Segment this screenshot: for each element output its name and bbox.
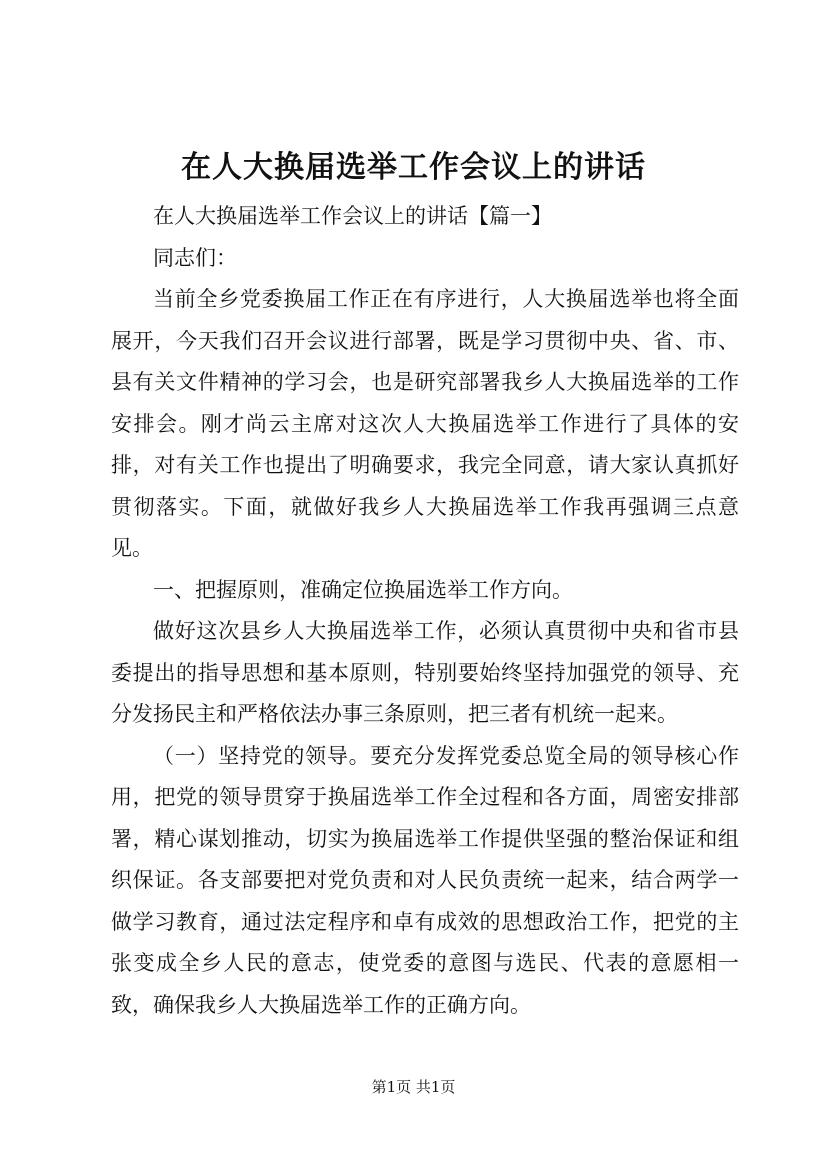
paragraph-heading: 一、把握原则，准确定位换届选举工作方向。 (153, 577, 573, 602)
page-footer: 第1页 共1页 (371, 1078, 456, 1096)
document-title: 在人大换届选举工作会议上的讲话 (181, 150, 646, 185)
paragraph: 做好这次县乡人大换届选举工作，必须认真贯彻中央和省市县委提出的指导思想和基本原则，特别要始终坚持加强党的领导、充分发扬民主和严格依法办事三条原则，把三者有机统一起来。 (111, 619, 739, 726)
paragraph: （一）坚持党的领导。要充分发挥党委总览全局的领导核心作用，把党的领导贯穿于换届选举工作全过程和各方面，周密安排部署，精心谋划推动，切实为换届选举工作提供坚强的整治保证和组织保证。各支部要把对党负责和对人民负责统一起来，结合两学一做学习教育，通过法定程序和卓有成效的思想政治工作，把党的主张变成全乡人民的意志，使党委的意图与选民、代表的意愿相一致，确保我乡人大换届选举工作的正确方向。 (111, 743, 739, 1017)
paragraph: 当前全乡党委换届工作正在有序进行，人大换届选举也将全面展开，今天我们召开会议进行部署，既是学习贯彻中央、省、市、县有关文件精神的学习会，也是研究部署我乡人大换届选举的工作安排会。刚才尚云主席对这次人大换届选举工作进行了具体的安排，对有关工作也提出了明确要求，我完全同意，请大家认真抓好贯彻落实。下面，就做好我乡人大换届选举工作我再强调三点意见。 (111, 287, 739, 560)
section-heading: 在人大换届选举工作会议上的讲话【篇一】 (153, 204, 552, 228)
salutation: 同志们： (153, 245, 237, 270)
document-body (111, 196, 739, 1026)
